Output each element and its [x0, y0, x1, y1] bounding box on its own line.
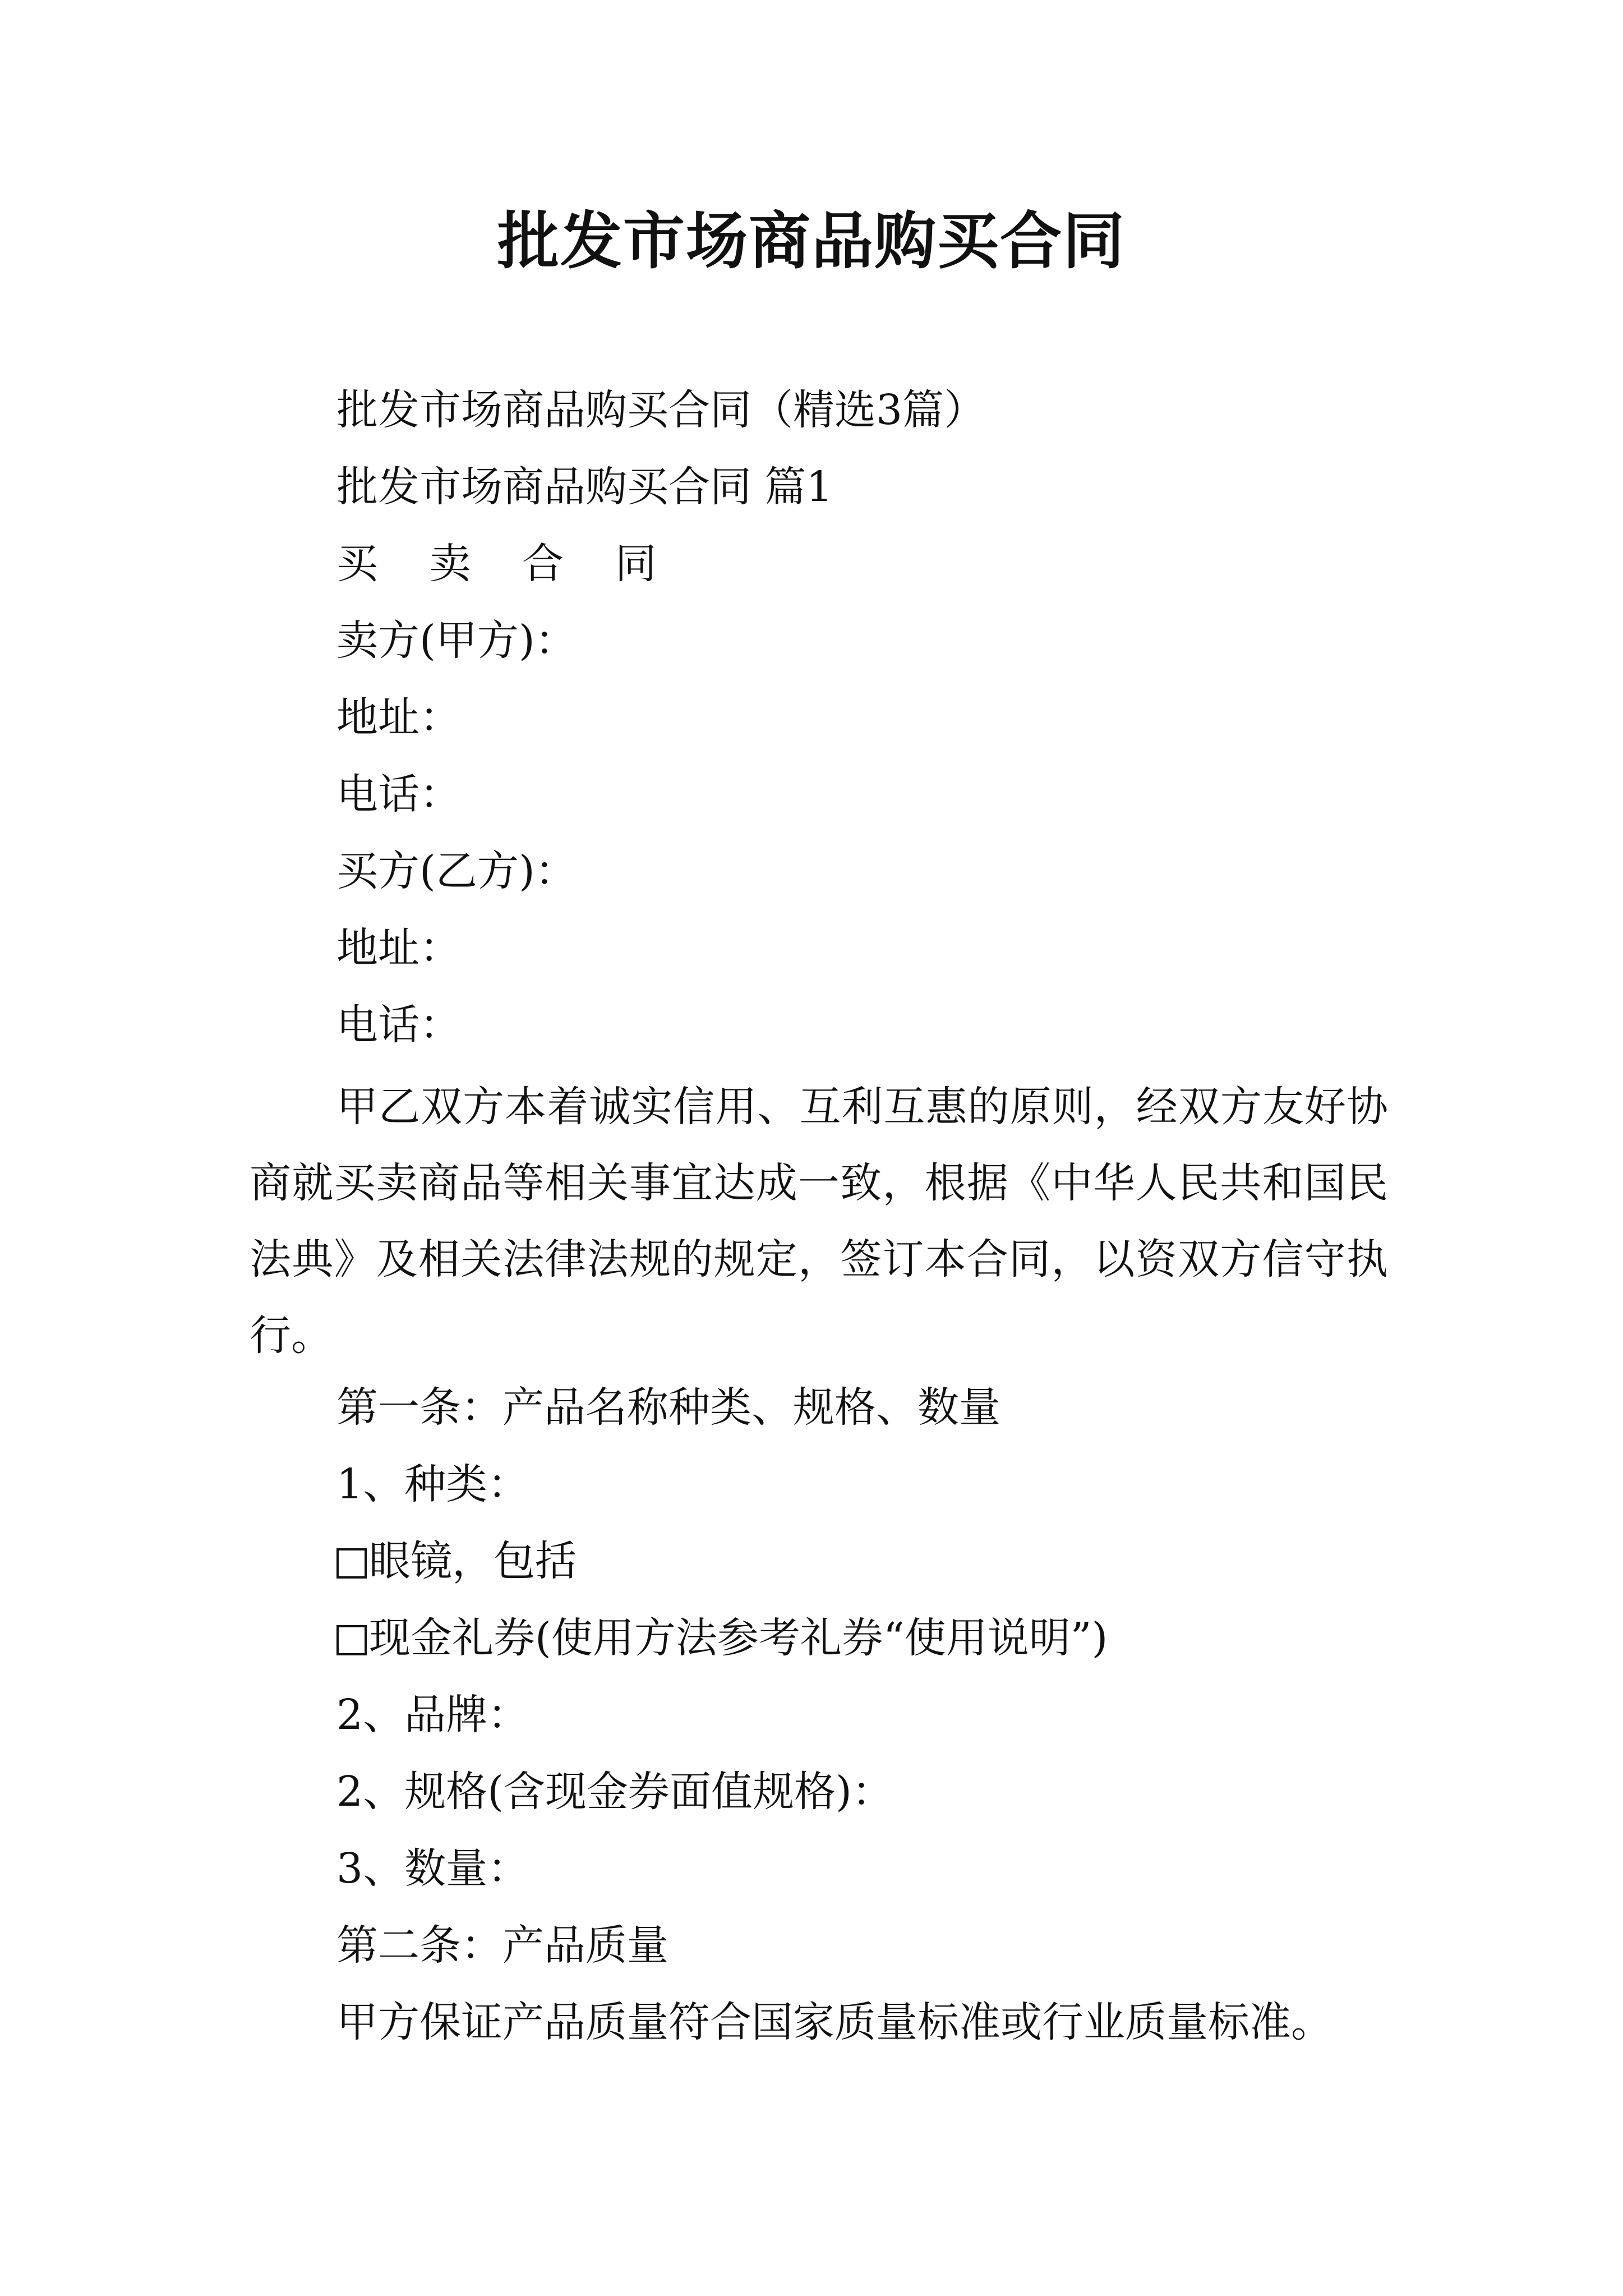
subtitle-part-1: 批发市场商品购买合同 篇1: [336, 463, 833, 511]
subtitle-selection: 批发市场商品购买合同（精选3篇）: [336, 386, 986, 434]
seller-phone-label: 电话：: [336, 770, 461, 818]
buyer-phone-label: 电话：: [336, 1001, 461, 1049]
article-1-heading: 第一条：产品名称种类、规格、数量: [336, 1383, 1000, 1432]
seller-label: 卖方(甲方)：: [336, 616, 577, 665]
seller-address-label: 地址：: [336, 693, 461, 742]
buyer-label: 买方(乙方)：: [336, 847, 577, 895]
kind-label: 1、种类：: [336, 1460, 529, 1508]
option-glasses-label: 眼镜，包括: [369, 1537, 577, 1585]
buyer-address-label: 地址：: [336, 924, 461, 972]
checkbox-icon: [336, 1548, 367, 1579]
article-2-heading: 第二条：产品质量: [336, 1921, 668, 1970]
contract-heading: 买 卖 合 同: [336, 540, 676, 588]
option-cash-voucher: [336, 1607, 1108, 1669]
intro-paragraph: 甲乙双方本着诚实信用、互利互惠的原则，经双方友好协商就买卖商品等相关事宜达成一致，根据《中华人民共和国民法典》及相关法律法规的规定，签订本合同，以资双方信守执行。: [250, 1083, 1388, 1360]
document-title: 批发市场商品购买合同: [497, 205, 1126, 277]
article-2-text: 甲方保证产品质量符合国家质量标准或行业质量标准。: [336, 1998, 1332, 2046]
option-glasses: [336, 1530, 577, 1592]
spec-label: 2、规格(含现金券面值规格)：: [336, 1768, 893, 1816]
quantity-label: 3、数量：: [336, 1844, 529, 1893]
option-cash-voucher-label: 现金礼券(使用方法参考礼券“使用说明”): [369, 1614, 1108, 1662]
brand-label: 2、品牌：: [336, 1691, 529, 1739]
checkbox-icon: [336, 1625, 367, 1655]
